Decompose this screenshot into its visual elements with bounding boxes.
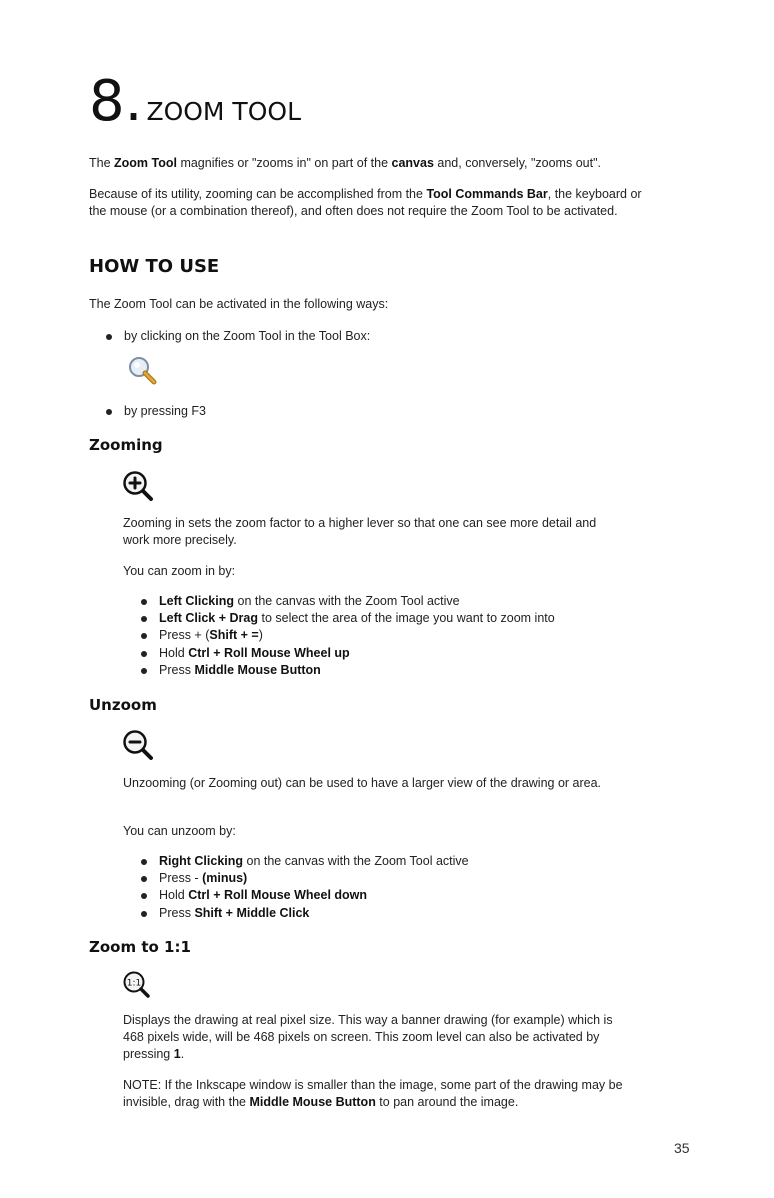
list-item: Press + (Shift + =): [139, 627, 555, 644]
section-heading-how-to-use: HOW TO USE: [89, 256, 220, 277]
magnifier-icon: [127, 355, 157, 385]
section-heading-zoom-1-1: Zoom to 1:1: [89, 938, 191, 956]
list-item: by clicking on the Zoom Tool in the Tool Box:: [104, 328, 370, 345]
zoom-in-methods-list: [139, 593, 555, 679]
how-to-use-lead: The Zoom Tool can be activated in the following ways:: [89, 297, 389, 311]
list-item: Press Middle Mouse Button: [139, 662, 555, 679]
section-heading-zooming: Zooming: [89, 436, 163, 454]
list-item: Left Clicking on the canvas with the Zoom Tool active: [139, 593, 555, 610]
chapter-heading: [89, 70, 301, 134]
list-item: Press Shift + Middle Click: [139, 905, 469, 922]
intro-paragraph-1: The Zoom Tool magnifies or "zooms in" on part of the canvas and, conversely, "zooms out".: [89, 156, 601, 170]
unzoom-description: Unzooming (or Zooming out) can be used to have a larger view of the drawing or area.: [123, 776, 602, 790]
chapter-number: 8.: [89, 69, 143, 134]
chapter-title: ZOOM TOOL: [146, 97, 301, 126]
activation-list-2: [104, 403, 206, 420]
zoom-1-1-icon: [122, 970, 150, 998]
unzoom-methods-list: [139, 853, 469, 922]
zoom-1-1-note: NOTE: If the Inkscape window is smaller than the image, some part of the drawing may be invisible, drag with the Middle Mouse Button to pan around the image.: [123, 1078, 623, 1109]
list-item: Right Clicking on the canvas with the Zoom Tool active: [139, 853, 469, 870]
zoom-1-1-icon-label: 1:1: [126, 978, 142, 989]
list-item: by pressing F3: [104, 403, 206, 420]
list-item: Hold Ctrl + Roll Mouse Wheel up: [139, 645, 555, 662]
page-number: 35: [674, 1140, 690, 1156]
zooming-lead: You can zoom in by:: [123, 564, 236, 578]
unzoom-lead: You can unzoom by:: [123, 824, 236, 838]
zooming-description: Zooming in sets the zoom factor to a higher lever so that one can see more detail and work more precisely.: [123, 516, 597, 547]
section-heading-unzoom: Unzoom: [89, 696, 157, 714]
list-item: Hold Ctrl + Roll Mouse Wheel down: [139, 887, 469, 904]
activation-list-1: [104, 328, 370, 345]
zoom-in-icon: [122, 470, 154, 502]
list-item: Left Click + Drag to select the area of the image you want to zoom into: [139, 610, 555, 627]
zoom-1-1-description: Displays the drawing at real pixel size. This way a banner drawing (for example) which is 468 pixels wide, will be 468 pixels on screen. This zoom level can also be activated by pressing 1.: [123, 1013, 613, 1061]
intro-paragraph-2: Because of its utility, zooming can be accomplished from the Tool Commands Bar, the keyboard or the mouse (or a combination thereof), and often does not require the Zoom Tool to be activated.: [89, 187, 642, 218]
zoom-out-icon: [122, 729, 154, 761]
list-item: Press - (minus): [139, 870, 469, 887]
